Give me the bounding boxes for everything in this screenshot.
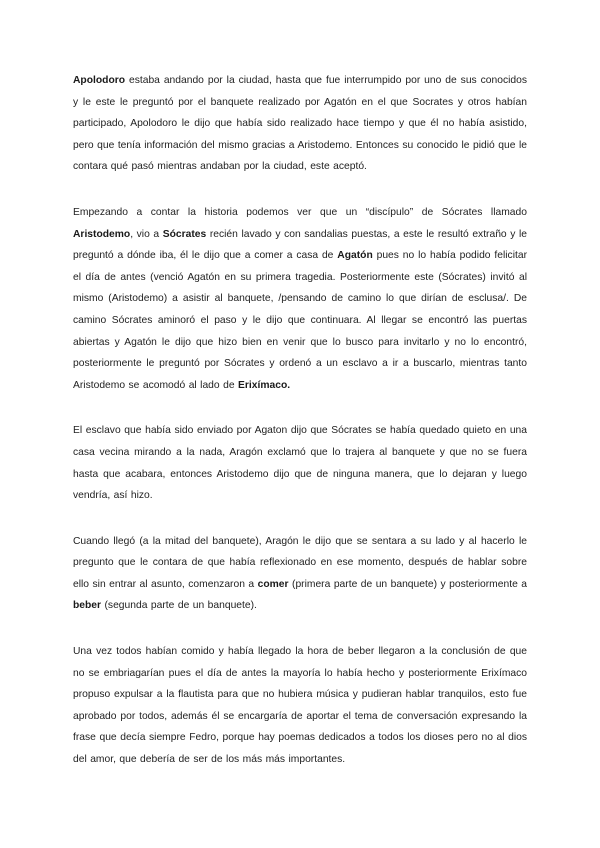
text-run: , vio a xyxy=(130,228,163,240)
text-run: Cuando llegó (a la mitad del banquete), Aragón le dijo que se sentara a su lado y al hacerlo le pregunto que le contara de que había reflexionado en ese momento, después de hablar sobre ello sin entrar al asunto, comenzaron a xyxy=(73,535,527,590)
text-run: (segunda parte de un banquete). xyxy=(101,600,257,612)
paragraph-4 xyxy=(73,531,527,617)
text-run: (primera parte de un banquete) y posteriormente a xyxy=(288,578,527,590)
bold-term: Erixímaco. xyxy=(238,379,291,391)
bold-term: beber xyxy=(73,600,102,612)
text-run: recién lavado y con sandalias puestas, a este le resultó extraño y le preguntó a dónde iba, él le dijo que a comer a casa de xyxy=(73,228,527,262)
paragraph-3 xyxy=(73,420,527,506)
text-run: pues no lo había podido felicitar el día de antes (venció Agatón en su primera tragedia. Posteriormente este (Sócrates) invitó al mismo (Aristodemo) a asistir al banquete, /pensando de camino lo que dirían de esclusa/. De camino Sócrates aminoró el paso y le dijo que continuara. Al llegar se encontró las puertas abiertas y Agatón le dijo que hizo bien en venir que lo busco para invitarlo y no lo encontró, posteriormente le preguntó por Sócrates y ordenó a un esclavo a ir a buscarlo, mientras tanto Aristodemo se acomodó al lado de xyxy=(73,250,527,391)
text-run: El esclavo que había sido enviado por Agaton dijo que Sócrates se había quedado quieto en una casa vecina mirando a la nada, Aragón exclamó que lo trajera al banquete y que no se fuera hasta que acabara, entonces Aristodemo dijo que de ninguna manera, que lo dejaran y luego vendría, así hizo. xyxy=(73,425,527,502)
text-run: Una vez todos habían comido y había llegado la hora de beber llegaron a la conclusión de que no se embriagarían pues el día de antes la mayoría lo había hecho y posteriormente Erixímaco propuso expulsar a la flautista para que no hubiera música y pudieran hablar tranquilos, esto fue aprobado por todos, además él se encargaría de aportar el tema de conversación expresando la frase que decía siempre Fedro, porque hay poemas dedicados a todos los dioses pero no al dios del amor, que debería de ser de los más más importantes. xyxy=(73,646,527,766)
paragraph-5 xyxy=(73,641,527,771)
text-run: Empezando a contar la historia podemos ver que un “discípulo” de Sócrates llamado xyxy=(73,206,527,218)
text-run: estaba andando por la ciudad, hasta que fue interrumpido por uno de sus conocidos y le este le preguntó por el banquete realizado por Agatón en el que Socrates y otros habían participado, Apolodoro le dijo que había sido realizado hace tiempo y que él no había asistido, pero que tenía información del mismo gracias a Aristodemo. Entonces su conocido le pidió que le contara qué pasó mientras andaban por la ciudad, este aceptó. xyxy=(73,75,527,173)
bold-term: Aristodemo xyxy=(73,228,131,240)
bold-term: comer xyxy=(257,578,289,590)
bold-term: Apolodoro xyxy=(73,75,126,86)
bold-term: Agatón xyxy=(337,250,373,262)
bold-term: Sócrates xyxy=(162,228,207,240)
paragraph-2 xyxy=(73,202,527,396)
paragraph-1 xyxy=(73,70,527,178)
